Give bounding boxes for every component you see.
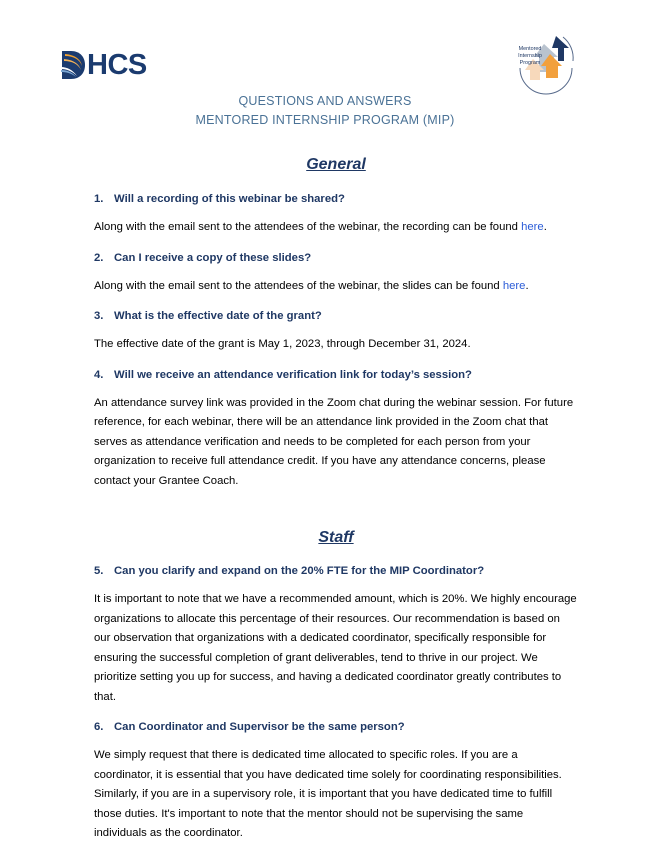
- qa-item: [94, 368, 578, 492]
- dhcs-logo: [60, 48, 147, 82]
- question-text: Can you clarify and expand on the 20% FTE for the MIP Coordinator?: [114, 565, 485, 577]
- section-heading-general: General: [306, 156, 366, 173]
- question-2: [94, 251, 578, 266]
- question-6: [94, 720, 578, 735]
- question-text: Can Coordinator and Supervisor be the same person?: [114, 721, 405, 733]
- question-text: What is the effective date of the grant?: [114, 310, 322, 322]
- answer-3: The effective date of the grant is May 1, 2023, through December 31, 2024.: [94, 338, 471, 350]
- qa-item: [94, 251, 578, 297]
- question-number: 6.: [94, 721, 104, 733]
- answer-text: Along with the email sent to the attendees of the webinar, the recording can be found: [94, 221, 522, 233]
- document-body: [0, 156, 650, 844]
- seal-line-3: Program: [519, 60, 541, 66]
- qa-item: [94, 192, 578, 238]
- mentored-internship-program-seal-icon: [508, 28, 584, 96]
- question-number: 5.: [94, 565, 104, 577]
- section-heading-staff: Staff: [318, 529, 354, 546]
- question-4: [94, 368, 578, 383]
- question-text: Will we receive an attendance verification link for today’s session?: [114, 368, 472, 381]
- question-number: 4.: [94, 368, 104, 381]
- answer-5: It is important to note that we have a recommended amount, which is 20%. We highly encourage organizations to allocate this percentage of their resources. Our recommendation is based on our observation that organizations with a dedicated coordinator, specifically responsible for ensuring the successful completion of grant deliverables, tend to thrive in our project. We prioritize setting you up for success, and having a dedicated coordinator greatly contributes to that.: [94, 593, 577, 703]
- answer-text-end: .: [525, 279, 529, 292]
- question-text: Will a recording of this webinar be shared?: [114, 193, 345, 205]
- mip-seal: [508, 28, 584, 96]
- question-1: [94, 192, 578, 207]
- question-number: 2.: [94, 251, 104, 264]
- answer-text-end: .: [543, 221, 547, 233]
- document-title-line-1: QUESTIONS AND ANSWERS: [238, 94, 412, 108]
- question-text: Can I receive a copy of these slides?: [114, 251, 312, 264]
- qa-item: [94, 720, 578, 844]
- seal-line-1: Mentored: [518, 46, 542, 52]
- slides-link[interactable]: here: [502, 279, 526, 292]
- question-5: [94, 564, 578, 579]
- answer-6: We simply request that there is dedicated time allocated to specific roles. If you are a coordinator, it is essential that you have dedicated time solely for coordinating responsibilities. Similarly, if you are in a supervisory role, it is important that you have dedicated time to fulfill those duties. It's important to note that the mentor should not be supervising the same individuals as the coordinator.: [94, 749, 562, 839]
- document-title-line-2: MENTORED INTERNSHIP PROGRAM (MIP): [195, 113, 455, 127]
- answer-1: [94, 218, 578, 238]
- dhcs-logo-text: HCS: [87, 48, 147, 81]
- question-number: 1.: [94, 193, 104, 205]
- dhcs-swoosh-logo-icon: [60, 50, 86, 80]
- question-3: [94, 309, 578, 324]
- question-number: 3.: [94, 310, 104, 322]
- answer-4: An attendance survey link was provided in the Zoom chat during the webinar session. For future reference, for each webinar, there will be an attendance link provided in the Zoom chat that serves as attendance verification and needs to be completed for each person from your organization to receive full attendance credit. If you have any attendance concerns, please contact your Grantee Coach.: [94, 396, 574, 487]
- answer-2: [94, 277, 578, 297]
- recording-link[interactable]: here: [521, 221, 544, 233]
- qa-item: [94, 564, 578, 707]
- qa-item: [94, 309, 578, 355]
- page-header: [0, 0, 650, 81]
- answer-text: Along with the email sent to the attendees of the webinar, the slides can be found: [94, 279, 503, 292]
- seal-line-2: Internship: [518, 53, 542, 59]
